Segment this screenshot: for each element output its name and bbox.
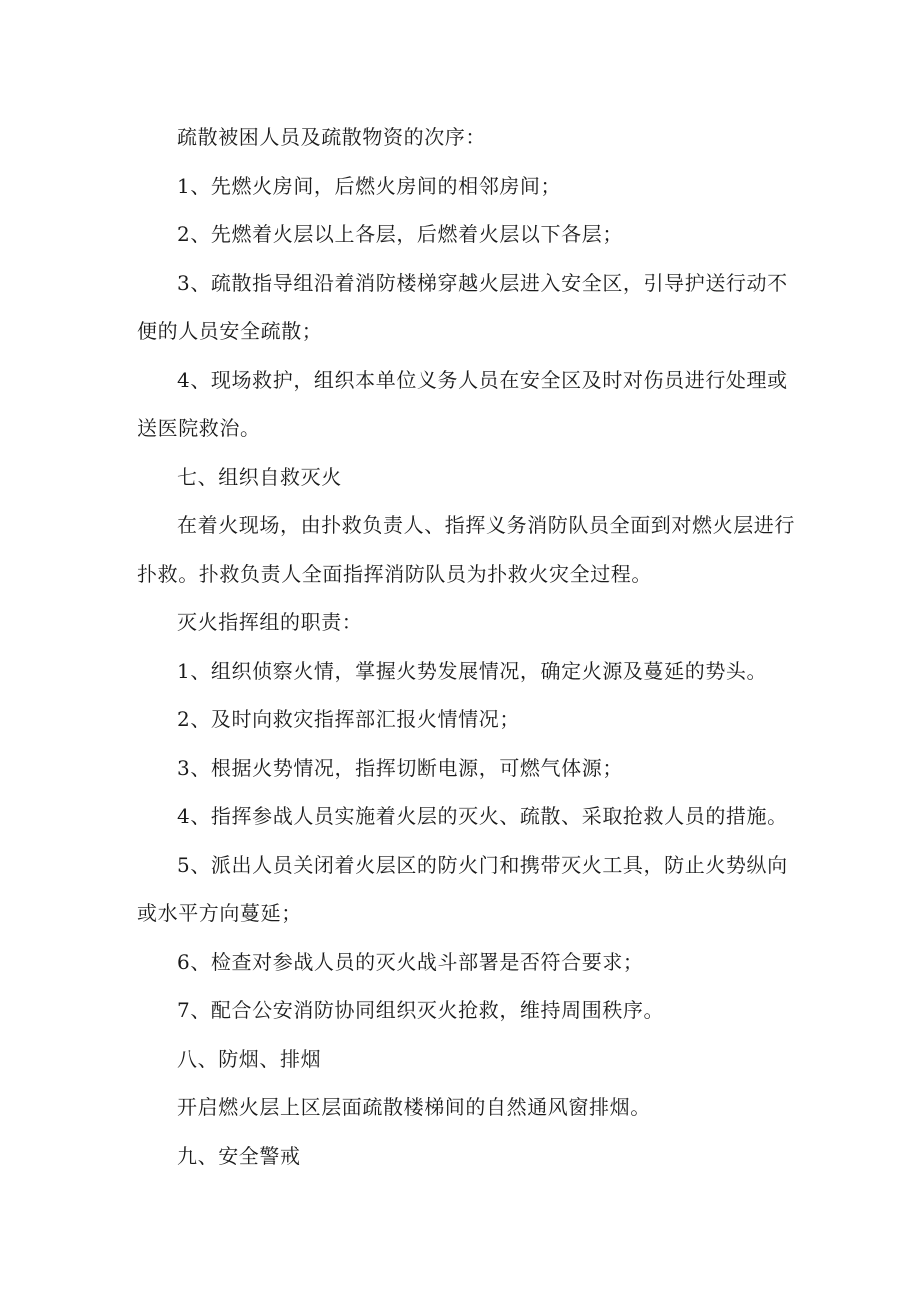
paragraph-evacuation-item-3: 3、疏散指导组沿着消防楼梯穿越火层进入安全区，引导护送行动不便的人员安全疏散；	[137, 270, 788, 343]
paragraph-duty-item-3: 3、根据火势情况，指挥切断电源，可燃气体源；	[177, 755, 623, 780]
paragraph-duty-item-6: 6、检查对参战人员的灭火战斗部署是否符合要求；	[177, 949, 644, 974]
paragraph-evacuation-order-heading: 疏散被困人员及疏散物资的次序：	[177, 125, 486, 149]
paragraph-evacuation-item-2: 2、先燃着火层以上各层，后燃着火层以下各层；	[177, 222, 623, 246]
paragraph-evacuation-item-4: 4、现场救护，组织本单位义务人员在安全区及时对伤员进行处理或送医院救治。	[137, 367, 788, 440]
paragraph-duty-item-2: 2、及时向救灾指挥部汇报火情情况；	[177, 707, 520, 731]
paragraph-duty-item-5: 5、派出人员关闭着火层区的防火门和携带灭火工具，防止火势纵向或水平方向蔓延；	[137, 852, 788, 925]
paragraph-smoke-exhaust: 开启燃火层上区层面疏散楼梯间的自然通风窗排烟。	[177, 1095, 651, 1119]
section-heading-self-rescue: 七、组织自救灭火	[177, 464, 342, 489]
paragraph-fire-scene: 在着火现场，由扑救负责人、指挥义务消防队员全面到对燃火层进行扑救。扑救负责人全面指挥消防队员为扑救火灾全过程。	[137, 513, 795, 586]
paragraph-duty-item-7: 7、配合公安消防协同组织灭火抢救，维持周围秩序。	[177, 998, 665, 1022]
document-body	[137, 113, 797, 1180]
paragraph-command-duties-heading: 灭火指挥组的职责：	[177, 610, 363, 634]
paragraph-duty-item-1: 1、组织侦察火情，掌握火势发展情况，确定火源及蔓延的势头。	[177, 658, 768, 683]
section-heading-safety-cordon: 九、安全警戒	[177, 1143, 301, 1168]
section-heading-smoke-control: 八、防烟、排烟	[177, 1046, 322, 1071]
paragraph-duty-item-4: 4、指挥参战人员实施着火层的灭火、疏散、采取抢救人员的措施。	[177, 804, 788, 828]
paragraph-evacuation-item-1: 1、先燃火房间，后燃火房间的相邻房间；	[177, 173, 562, 198]
